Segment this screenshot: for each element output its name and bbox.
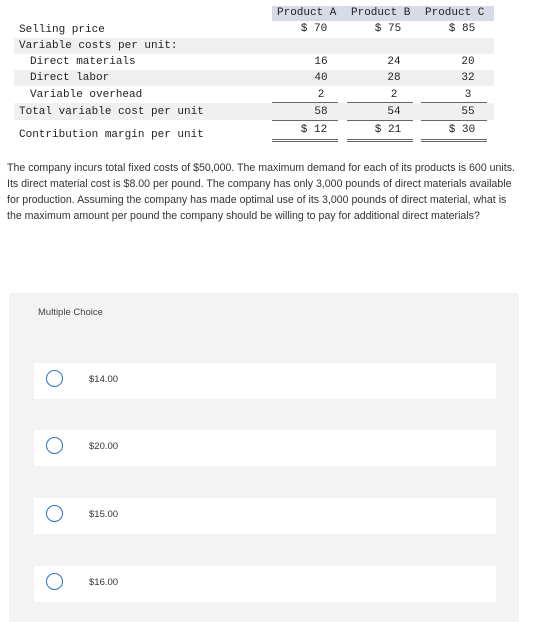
cell-a: $ 12: [300, 124, 328, 136]
row-label-direct-labor: Direct labor: [30, 72, 110, 84]
double-rule-a-2: [272, 141, 338, 142]
cell-a: 2: [317, 89, 325, 101]
radio-button[interactable]: [46, 370, 63, 387]
cell-a: 40: [314, 72, 328, 84]
total-rule-b: [347, 120, 413, 121]
cell-b: 54: [387, 106, 401, 118]
radio-button[interactable]: [46, 505, 63, 522]
radio-button[interactable]: [46, 573, 63, 590]
header-product-b: Product B: [351, 7, 411, 19]
choice-option-2[interactable]: [34, 430, 496, 466]
radio-button[interactable]: [46, 437, 63, 454]
cell-b: 28: [387, 72, 401, 84]
total-rule-c: [421, 120, 487, 121]
row-label-selling-price: Selling price: [19, 24, 105, 36]
cell-a: 16: [314, 56, 328, 68]
choice-option-3[interactable]: [34, 498, 496, 534]
row-label-contribution-margin: Contribution margin per unit: [19, 129, 204, 141]
double-rule-b-2: [347, 141, 413, 142]
header-product-a: Product A: [277, 7, 337, 19]
cell-a: $ 70: [300, 23, 328, 35]
multiple-choice-panel: [9, 293, 519, 622]
header-product-c: Product C: [425, 7, 485, 19]
cell-c: 20: [461, 56, 475, 68]
cell-c: 3: [464, 89, 472, 101]
cell-c: $ 85: [448, 23, 476, 35]
cell-c: 32: [461, 72, 475, 84]
double-rule-a-1: [272, 139, 338, 140]
total-rule-a: [272, 120, 338, 121]
choice-label: $16.00: [89, 577, 119, 588]
choice-option-4[interactable]: [34, 566, 496, 602]
row-label-total-variable-cost: Total variable cost per unit: [19, 106, 204, 118]
choice-label: $15.00: [89, 509, 119, 520]
double-rule-b-1: [347, 139, 413, 140]
double-rule-c-1: [421, 139, 487, 140]
double-rule-c-2: [421, 141, 487, 142]
row-label-variable-costs: Variable costs per unit:: [19, 40, 178, 52]
cell-a: 58: [314, 106, 328, 118]
question-text: The company incurs total fixed costs of $50,000. The maximum demand for each of its products is 600 units. Its direct material cost is $8.00 per pound. The company has only 3,000 pounds of direct materials available for production. Assuming the company has made optimal use of its 3,000 pounds of direct material, what is the maximum amount per pound the company should be willing to pay for additional direct materials?: [7, 162, 515, 222]
cell-c: 55: [461, 106, 475, 118]
cell-b: $ 75: [374, 23, 402, 35]
choice-option-1[interactable]: [34, 363, 496, 399]
multiple-choice-title: Multiple Choice: [38, 307, 103, 318]
choice-label: $20.00: [89, 441, 119, 452]
row-label-direct-materials: Direct materials: [30, 56, 136, 68]
cell-c: $ 30: [448, 124, 476, 136]
cell-b: 2: [390, 89, 398, 101]
choice-label: $14.00: [89, 374, 119, 385]
cell-b: $ 21: [374, 124, 402, 136]
cell-b: 24: [387, 56, 401, 68]
row-label-variable-overhead: Variable overhead: [30, 89, 143, 101]
